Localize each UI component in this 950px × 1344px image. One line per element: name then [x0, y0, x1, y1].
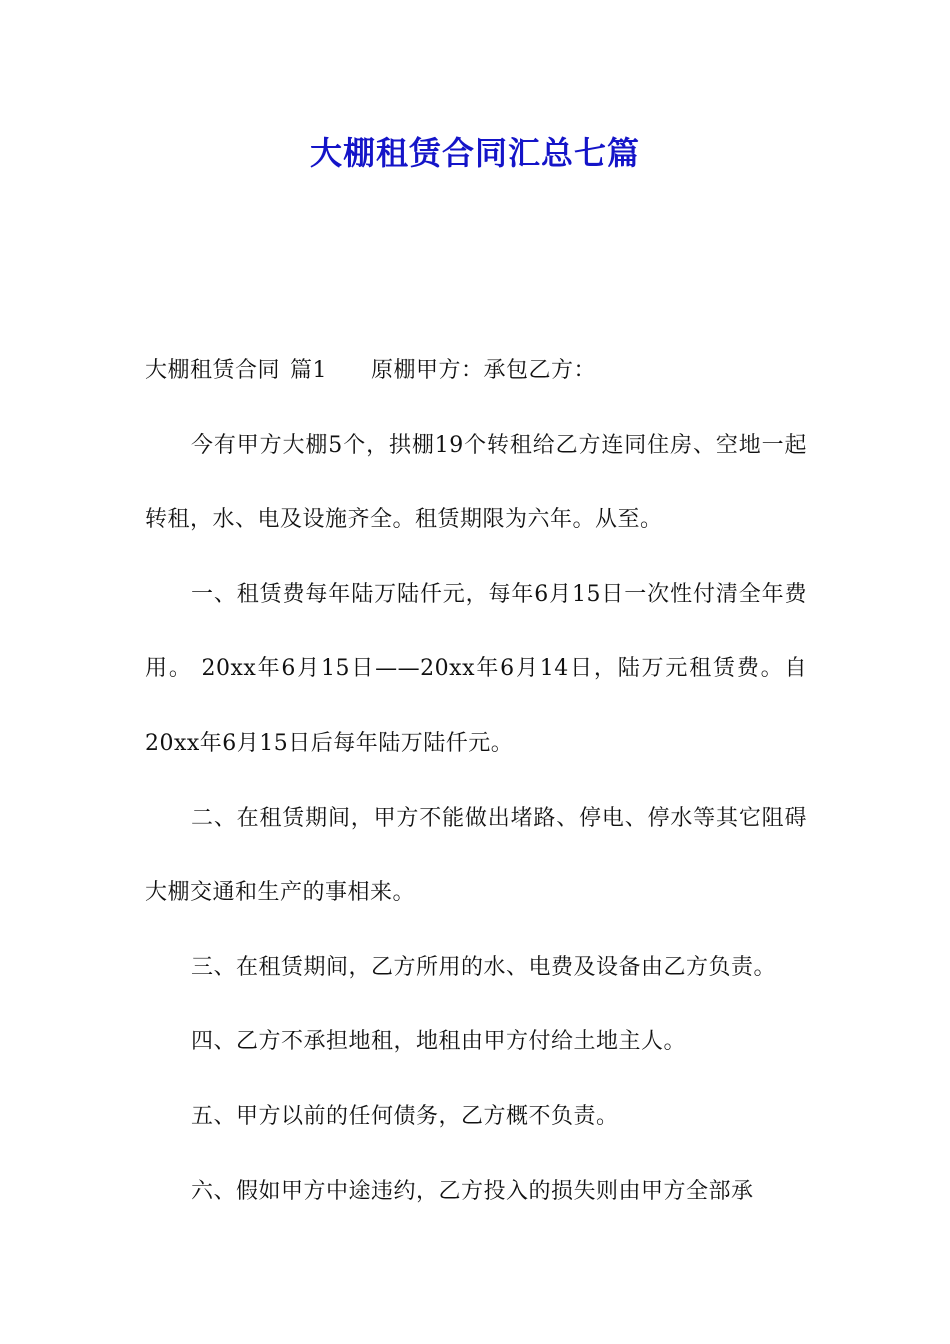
paragraph-clause-2: 二、在租赁期间，甲方不能做出堵路、停电、停水等其它阻碍大棚交通和生产的事相来。 — [145, 805, 807, 906]
paragraph-clause-3: 三、在租赁期间，乙方所用的水、电费及设备由乙方负责。 — [191, 954, 777, 980]
document-body — [145, 334, 807, 1229]
contract-label: 大棚租赁合同 — [145, 358, 281, 383]
parties-line: 原棚甲方：承包乙方： — [371, 358, 597, 383]
paragraph-clause-5: 五、甲方以前的任何债务，乙方概不负责。 — [191, 1103, 619, 1129]
paragraph-clause-4: 四、乙方不承担地租，地租由甲方付给土地主人。 — [191, 1029, 687, 1055]
document-title: 大棚租赁合同汇总七篇 — [309, 134, 640, 172]
section-number: 篇1 — [290, 358, 328, 383]
paragraph-clause-6: 六、假如甲方中途违约，乙方投入的损失则由甲方全部承 — [191, 1178, 754, 1204]
paragraph-clause-1: 一、租赁费每年陆万陆仟元，每年6月15日一次性付清全年费用。 20xx年6月15日——20xx年6月14日，陆万元租赁费。自20xx年6月15日后每年陆万陆仟元。 — [145, 581, 807, 756]
paragraph-intro: 今有甲方大棚5个，拱棚19个转租给乙方连同住房、空地一起转租，水、电及设施齐全。租赁期限为六年。从至。 — [145, 432, 807, 533]
heading-line — [145, 334, 807, 409]
